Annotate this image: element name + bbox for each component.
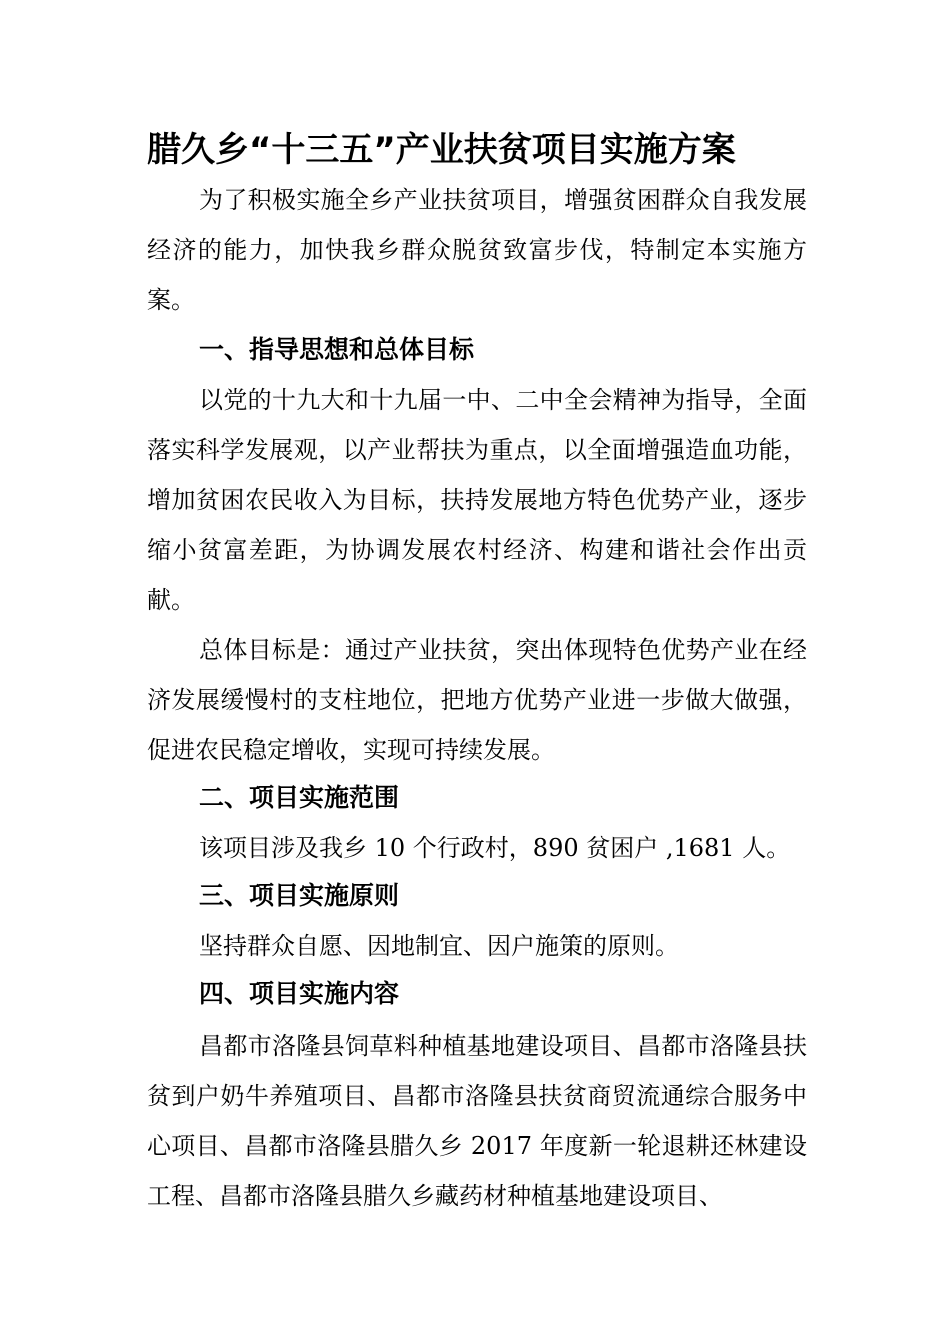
section-heading-guiding-ideology: 一、指导思想和总体目标 (199, 335, 475, 364)
intro-paragraph: 为了积极实施全乡产业扶贫项目，增强贫困群众自我发展经济的能力，加快我乡群众脱贫致富步伐，特制定本实施方案。 (147, 186, 807, 314)
section-paragraph: 该项目涉及我乡 10 个行政村，890 贫困户 ,1681 人。 (199, 834, 791, 862)
section-heading-content: 四、项目实施内容 (199, 979, 400, 1008)
section-paragraph: 昌都市洛隆县饲草料种植基地建设项目、昌都市洛隆县扶贫到户奶牛养殖项目、昌都市洛隆县扶贫商贸流通综合服务中心项目、昌都市洛隆县腊久乡 2017 年度新一轮退耕还林建设工程、昌都市洛隆县腊久乡藏药材种植基地建设项目、 (147, 1032, 807, 1210)
document-title: 腊久乡“十三五”产业扶贫项目实施方案 (147, 130, 736, 170)
section-paragraph: 坚持群众自愿、因地制宜、因户施策的原则。 (199, 932, 679, 960)
section-heading-scope: 二、项目实施范围 (199, 783, 400, 812)
section-paragraph: 总体目标是：通过产业扶贫，突出体现特色优势产业在经济发展缓慢村的支柱地位，把地方优势产业进一步做大做强，促进农民稳定增收，实现可持续发展。 (147, 636, 807, 764)
section-paragraph: 以党的十九大和十九届一中、二中全会精神为指导，全面落实科学发展观，以产业帮扶为重点，以全面增强造血功能，增加贫困农民收入为目标，扶持发展地方特色优势产业，逐步缩小贫富差距，为协调发展农村经济、构建和谐社会作出贡献。 (147, 386, 807, 614)
section-heading-principles: 三、项目实施原则 (199, 881, 400, 910)
